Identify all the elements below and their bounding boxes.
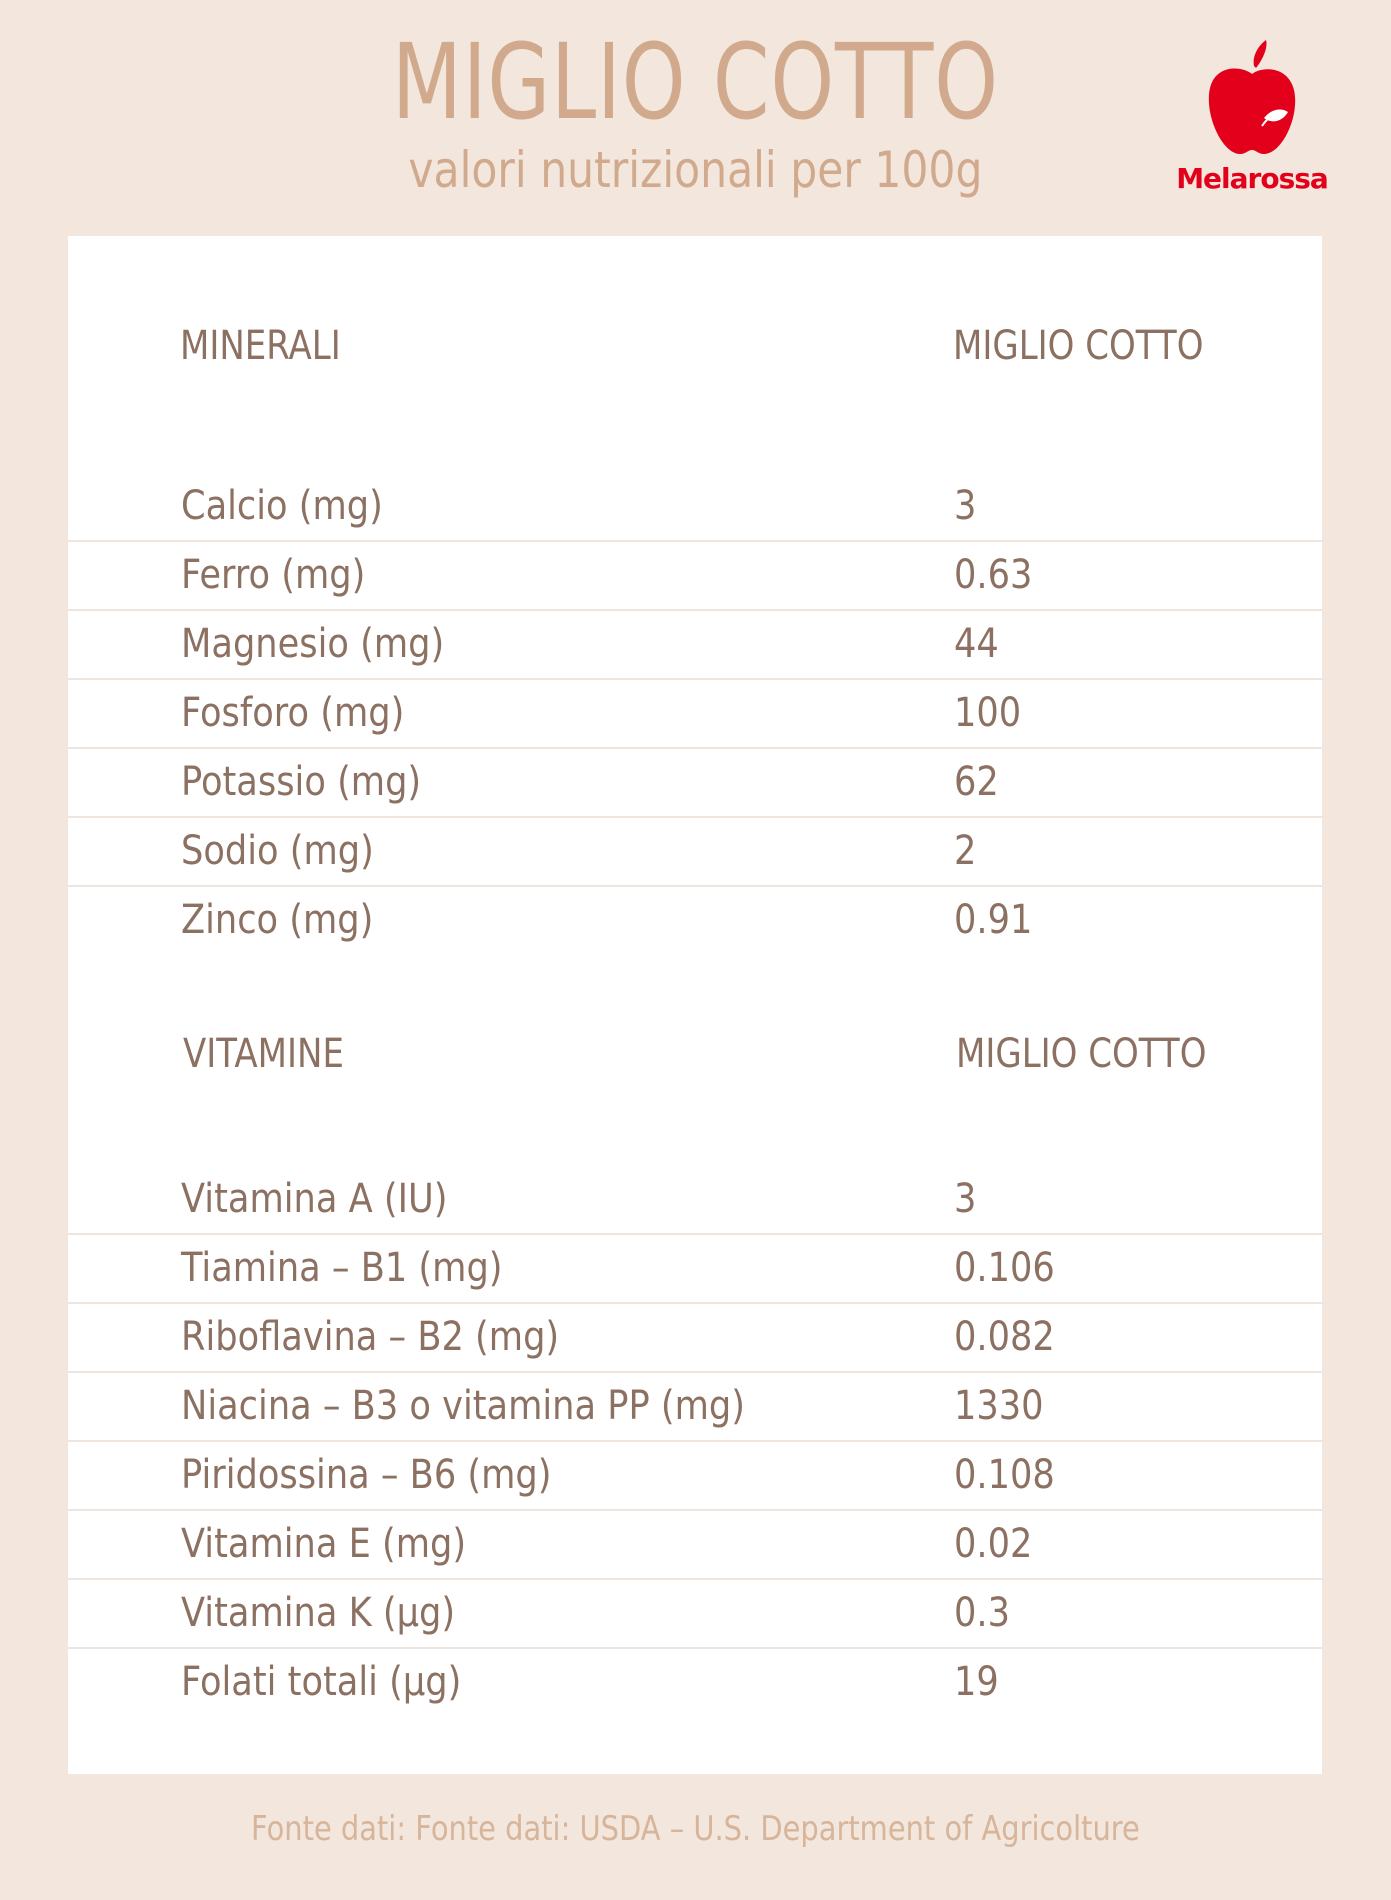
row-value: 0.02 <box>954 1521 1033 1567</box>
table-row <box>68 887 1322 954</box>
row-label: Sodio (mg) <box>181 828 374 874</box>
minerals-column-heading: MIGLIO COTTO <box>953 323 1204 369</box>
table-row <box>68 611 1322 680</box>
vitamins-header <box>68 1024 1322 1084</box>
row-label: Vitamina E (mg) <box>181 1521 467 1567</box>
minerals-header <box>68 316 1322 376</box>
page-title: MIGLIO COTTO <box>391 21 999 143</box>
row-label: Ferro (mg) <box>181 552 366 598</box>
row-label: Magnesio (mg) <box>181 621 445 667</box>
row-value: 100 <box>954 690 1022 736</box>
row-value: 62 <box>954 759 999 805</box>
row-label: Tiamina – B1 (mg) <box>181 1245 503 1291</box>
minerals-heading: MINERALI <box>180 323 341 369</box>
vitamins-rows <box>68 1166 1322 1716</box>
table-row <box>68 1235 1322 1304</box>
table-row <box>68 749 1322 818</box>
row-label: Folati totali (µg) <box>181 1659 462 1705</box>
table-row <box>68 1442 1322 1511</box>
table-row <box>68 1649 1322 1716</box>
apple-icon <box>1202 36 1302 160</box>
row-label: Calcio (mg) <box>181 483 383 529</box>
row-value: 2 <box>954 828 977 874</box>
brand-name: Melarossa <box>1176 162 1328 195</box>
table-row <box>68 680 1322 749</box>
row-value: 0.108 <box>954 1452 1055 1498</box>
row-label: Vitamina A (IU) <box>181 1176 448 1222</box>
row-label: Zinco (mg) <box>181 897 374 943</box>
table-row <box>68 542 1322 611</box>
vitamins-column-heading: MIGLIO COTTO <box>956 1031 1207 1077</box>
row-value: 0.106 <box>954 1245 1055 1291</box>
row-label: Riboflavina – B2 (mg) <box>181 1314 560 1360</box>
minerals-rows <box>68 473 1322 954</box>
page-subtitle: valori nutrizionali per 100g <box>408 141 983 199</box>
row-value: 44 <box>954 621 999 667</box>
table-row <box>68 1580 1322 1649</box>
table-row <box>68 473 1322 542</box>
vitamins-heading: VITAMINE <box>183 1031 344 1077</box>
table-row <box>68 1166 1322 1235</box>
data-source: Fonte dati: Fonte dati: USDA – U.S. Department of Agricolture <box>251 1809 1140 1849</box>
table-row <box>68 1304 1322 1373</box>
row-label: Vitamina K (µg) <box>181 1590 456 1636</box>
row-value: 3 <box>954 1176 977 1222</box>
row-label: Niacina – B3 o vitamina PP (mg) <box>181 1383 745 1429</box>
row-label: Potassio (mg) <box>181 759 422 805</box>
brand-logo[interactable] <box>1172 36 1332 206</box>
table-row <box>68 818 1322 887</box>
nutrition-table <box>68 236 1322 1774</box>
row-label: Piridossina – B6 (mg) <box>181 1452 552 1498</box>
row-value: 1330 <box>954 1383 1044 1429</box>
row-value: 0.082 <box>954 1314 1055 1360</box>
table-row <box>68 1511 1322 1580</box>
row-label: Fosforo (mg) <box>181 690 405 736</box>
row-value: 19 <box>954 1659 999 1705</box>
row-value: 3 <box>954 483 977 529</box>
row-value: 0.3 <box>954 1590 1010 1636</box>
row-value: 0.91 <box>954 897 1033 943</box>
table-row <box>68 1373 1322 1442</box>
row-value: 0.63 <box>954 552 1033 598</box>
